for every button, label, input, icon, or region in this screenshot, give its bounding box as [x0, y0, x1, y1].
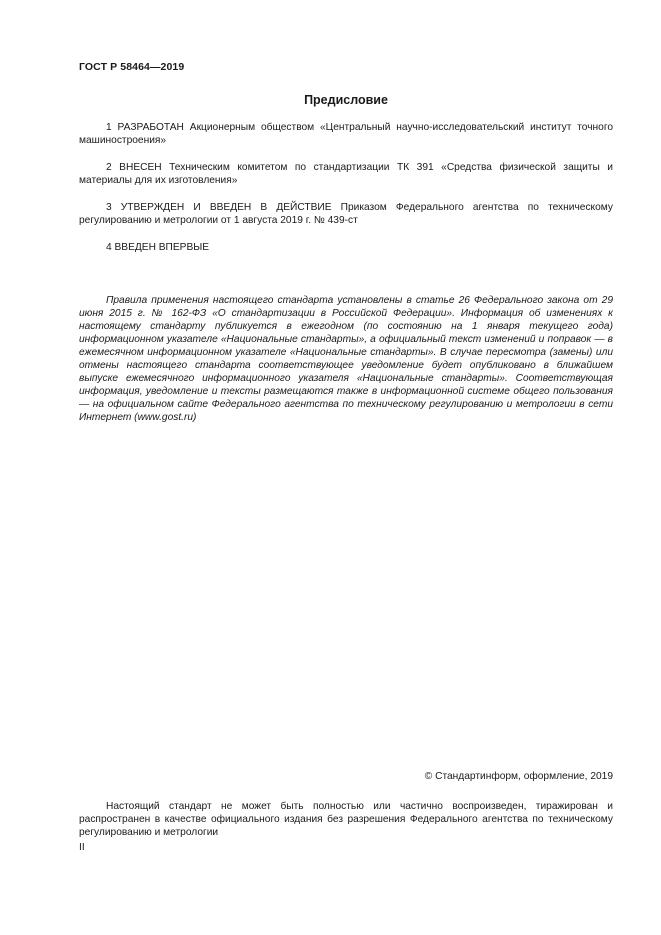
foreword-item-developed: 1 РАЗРАБОТАН Акционерным обществом «Центральный научно-исследовательский институт точного машиностроения»: [79, 122, 613, 146]
copyright-line: © Стандартинформ, оформление, 2019: [424, 771, 613, 782]
foreword-item-approved: 3 УТВЕРЖДЕН И ВВЕДЕН В ДЕЙСТВИЕ Приказом Федерального агентства по техническому регулированию и метрологии от 1 августа 2019 г. № 439-ст: [79, 202, 613, 226]
document-number: ГОСТ Р 58464—2019: [79, 61, 185, 73]
foreword-item-first-introduced: 4 ВВЕДЕН ВПЕРВЫЕ: [106, 242, 210, 253]
reproduction-notice: Настоящий стандарт не может быть полностью или частично воспроизведен, тиражирован и распространен в качестве официального издания без разрешения Федерального агентства по техническому регулированию и метрологии: [79, 801, 613, 838]
application-rules-note: Правила применения настоящего стандарта установлены в статье 26 Федерального закона от 29 июня 2015 г. № 162-ФЗ «О стандартизации в Российской Федерации». Информация об изменениях к настоящему стандарту публикуется в ежегодном (по состоянию на 1 января текущего года) информационном указателе «Национальные стандарты», а официальный текст изменений и поправок — в ежемесячном информационном указателе «Национальные стандарты». В случае пересмотра (замены) или отмены настоящего стандарта соответствующее уведомление будет опубликовано в ближайшем выпуске ежемесячного информационного указателя «Национальные стандарты». Соответствующая информация, уведомление и тексты размещаются также в информационной системе общего пользования — на официальном сайте Федерального агентства по техническому регулированию и метрологии в сети Интернет (www.gost.ru): [79, 295, 613, 423]
foreword-item-introduced: 2 ВНЕСЕН Техническим комитетом по стандартизации ТК 391 «Средства физической защиты и материалы для их изготовления»: [79, 162, 613, 186]
page-number: II: [79, 842, 85, 853]
page-title: Предисловие: [304, 93, 388, 107]
